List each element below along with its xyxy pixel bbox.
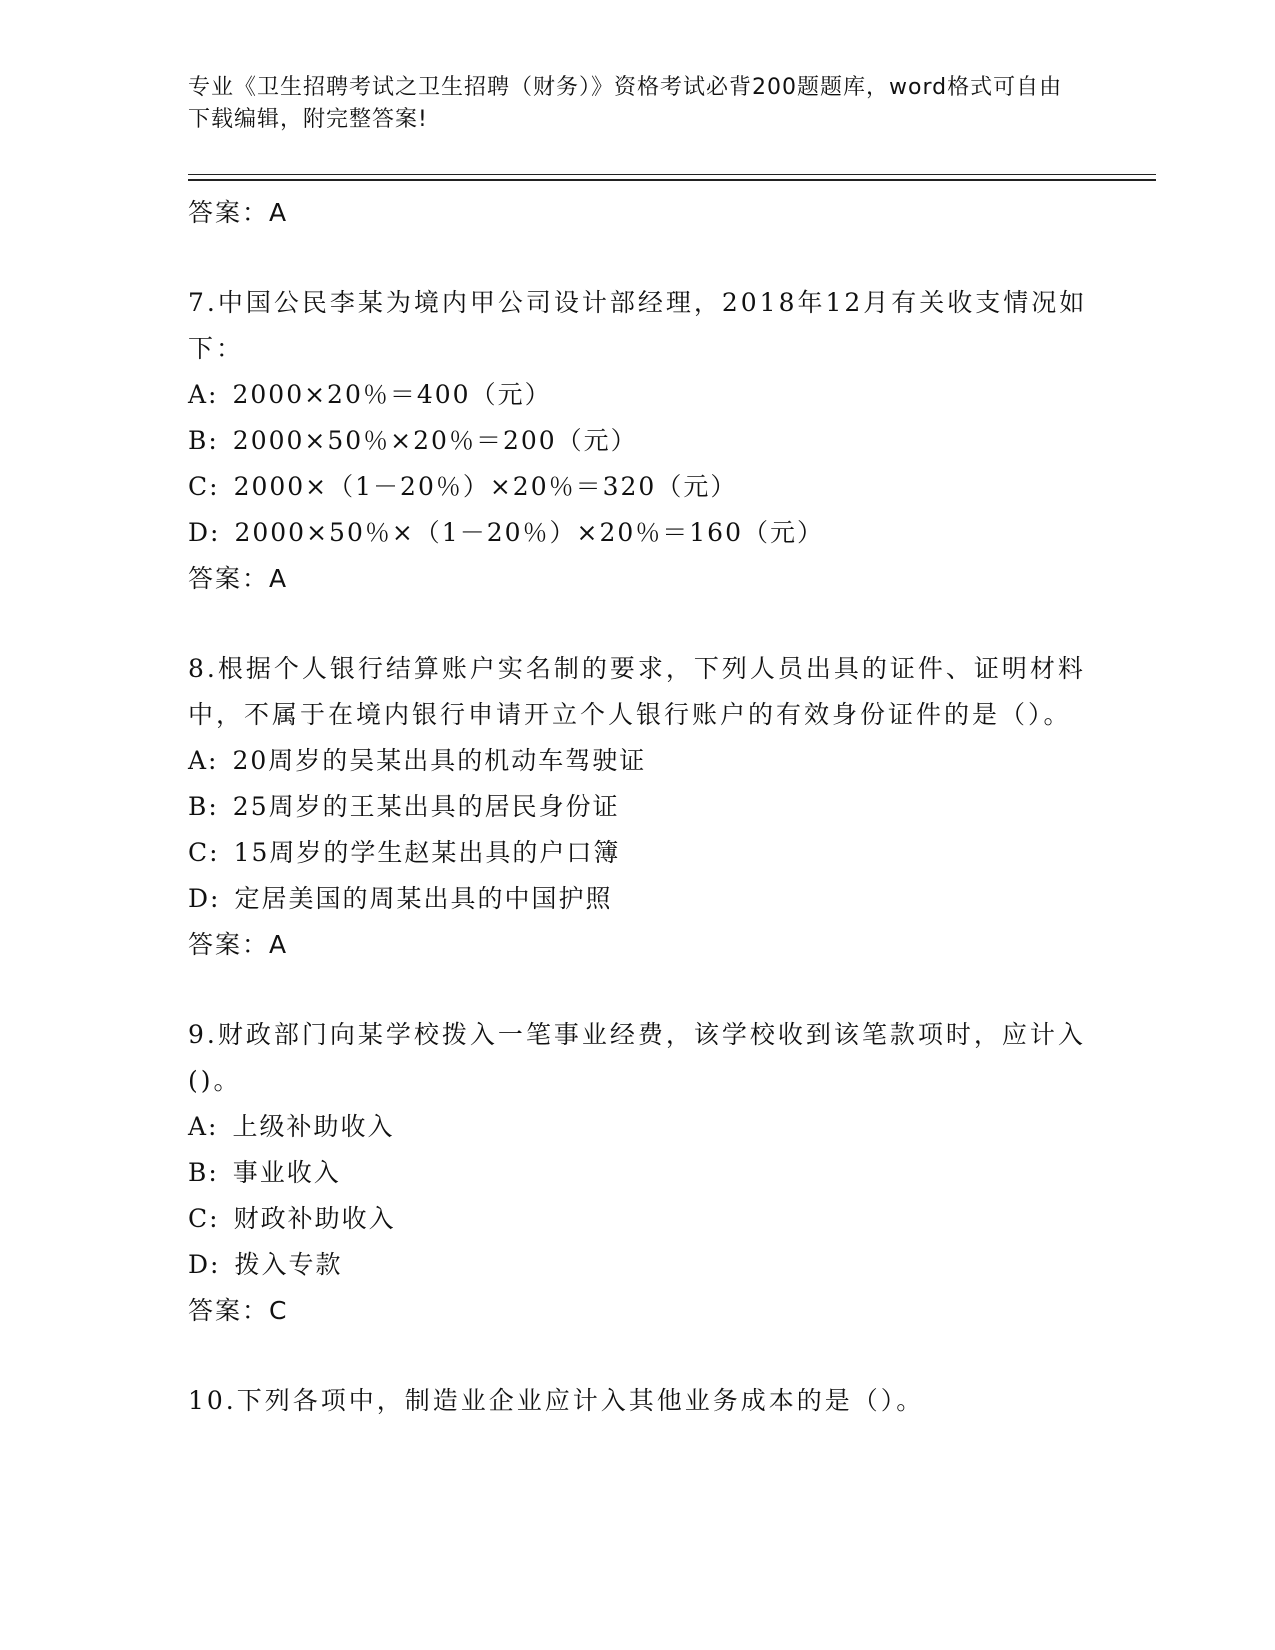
header-divider-thin xyxy=(188,174,1156,175)
option-a xyxy=(188,372,1088,418)
option-letter: A: xyxy=(188,1112,219,1141)
question-block xyxy=(188,1378,1088,1424)
option-c xyxy=(188,1196,1088,1242)
option-a xyxy=(188,738,1088,784)
option-letter: A: xyxy=(188,380,219,409)
option-b xyxy=(188,418,1088,464)
option-c xyxy=(188,830,1088,876)
option-text: 事业收入 xyxy=(232,1158,341,1187)
option-b xyxy=(188,1150,1088,1196)
option-text: 15周岁的学生赵某出具的户口簿 xyxy=(233,838,621,867)
answer-line: 答案：A xyxy=(188,564,289,593)
option-d xyxy=(188,1242,1088,1288)
option-d xyxy=(188,510,1088,556)
option-c xyxy=(188,464,1088,510)
option-text: 2000×（1－20％）×20％＝320（元） xyxy=(233,472,738,501)
option-text: 20周岁的吴某出具的机动车驾驶证 xyxy=(232,746,647,775)
option-b xyxy=(188,784,1088,830)
option-text: 定居美国的周某出具的中国护照 xyxy=(234,884,613,913)
option-letter: B: xyxy=(188,1158,219,1187)
question-block xyxy=(188,1012,1088,1334)
option-letter: D: xyxy=(188,1250,221,1279)
option-text: 2000×20％＝400（元） xyxy=(232,380,552,409)
option-letter: C: xyxy=(188,472,220,501)
question-text: 7.中国公民李某为境内甲公司设计部经理，2018年12月有关收支情况如下： xyxy=(188,288,1088,363)
option-letter: D: xyxy=(188,884,221,913)
option-text: 上级补助收入 xyxy=(232,1112,395,1141)
option-text: 拨入专款 xyxy=(234,1250,343,1279)
option-letter: D: xyxy=(188,518,221,547)
document-header: 专业《卫生招聘考试之卫生招聘（财务）》资格考试必背200题题库，word格式可自由下载编辑，附完整答案! xyxy=(188,75,1063,132)
answer-line: 答案：A xyxy=(188,198,289,227)
question-block xyxy=(188,280,1088,602)
option-text: 2000×50％×20％＝200（元） xyxy=(232,426,638,455)
question-block xyxy=(188,646,1088,968)
question-text: 9.财政部门向某学校拨入一笔事业经费，该学校收到该笔款项时，应计入()。 xyxy=(188,1020,1086,1095)
option-text: 财政补助收入 xyxy=(233,1204,396,1233)
option-text: 2000×50％×（1－20％）×20％＝160（元） xyxy=(234,518,824,547)
option-letter: C: xyxy=(188,838,220,867)
answer-line: 答案：C xyxy=(188,1296,289,1325)
option-text: 25周岁的王某出具的居民身份证 xyxy=(232,792,620,821)
option-letter: A: xyxy=(188,746,219,775)
header-divider-thick xyxy=(188,179,1156,181)
document-body xyxy=(188,190,1088,1424)
option-letter: B: xyxy=(188,426,219,455)
option-d xyxy=(188,876,1088,922)
option-letter: C: xyxy=(188,1204,220,1233)
option-letter: B: xyxy=(188,792,219,821)
answer-line: 答案：A xyxy=(188,930,289,959)
option-a xyxy=(188,1104,1088,1150)
question-text: 10.下列各项中，制造业企业应计入其他业务成本的是（）。 xyxy=(188,1386,925,1415)
question-text: 8.根据个人银行结算账户实名制的要求，下列人员出具的证件、证明材料中，不属于在境内银行申请开立个人银行账户的有效身份证件的是（）。 xyxy=(188,654,1086,729)
